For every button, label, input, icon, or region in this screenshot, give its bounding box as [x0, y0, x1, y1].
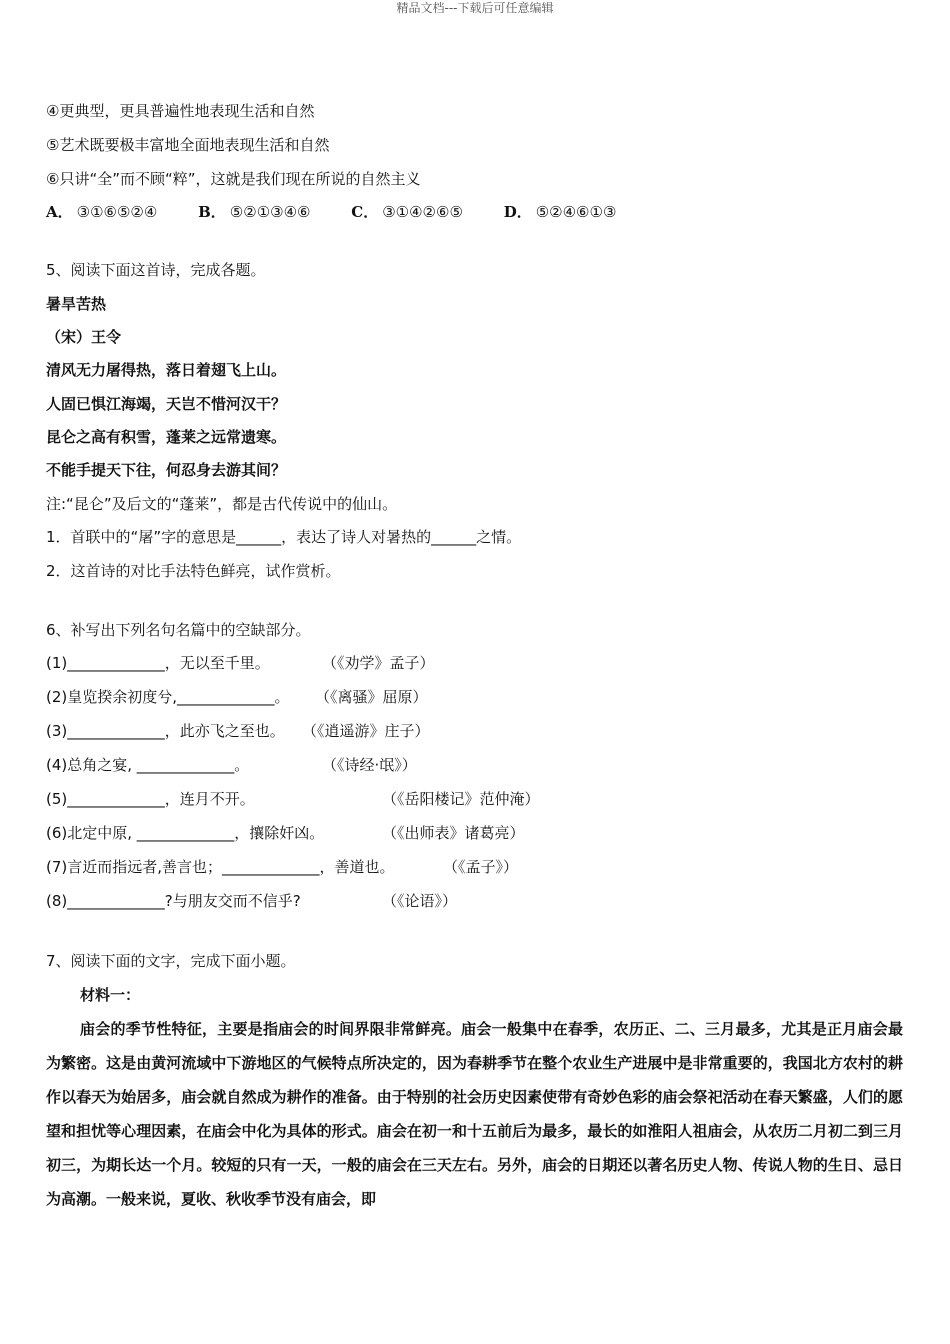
poem-line-1: 清风无力屠得热，落日着翅飞上山。 [46, 361, 287, 379]
q6-item: (3)_____________，此亦飞之至也。 [46, 722, 285, 740]
q6-item: (6)北定中原, _____________，攘除奸凶。 [46, 824, 325, 842]
q5-sub-question-2: 2．这首诗的对比手法特色鲜亮，试作赏析。 [46, 562, 341, 580]
q6-item-source: （《离骚》屈原） [315, 688, 428, 706]
material-label: 材料一： [80, 986, 141, 1004]
q4-item-6: ⑥只讲“全”而不顾“粹”，这就是我们现在所说的自然主义 [46, 170, 421, 188]
poem-line-3: 昆仑之高有积雪，蓬莱之远常遗寒。 [46, 428, 287, 446]
q6-item-source: （《论语》） [382, 892, 458, 910]
q4-option-d: D． ⑤②④⑥①③ [503, 203, 617, 221]
q6-item: (7)言近而指远者,善言也；_____________，善道也。 [46, 858, 395, 876]
q6-item: (2)皇览揆余初度兮,_____________。 [46, 688, 290, 706]
q6-item-source: （《诗经·氓》） [322, 756, 417, 774]
q4-item-4: ④更典型，更具普遍性地表现生活和自然 [46, 102, 315, 120]
q4-option-c: C． ③①④②⑥⑤ [351, 203, 463, 221]
poem-author: （宋）王令 [46, 328, 122, 346]
q6-item-source: （《逍遥游》庄子） [302, 722, 430, 740]
material-paragraph: 庙会的季节性特征，主要是指庙会的时间界限非常鲜亮。庙会一般集中在春季，农历正、二、三月最多，尤其是正月庙会最为繁密。这是由黄河流域中下游地区的气候特点所决定的，因为春耕季节在整个农业生产进展中是非常重要的，我国北方农村的耕作以春天为始居多，庙会就自然成为耕作的准备。由于特别的社会历史因素使带有奇妙色彩的庙会祭祀活动在春天繁盛，人们的愿望和担忧等心理因素，在庙会中化为具体的形式。庙会在初一和十五前后为最多，最长的如淮阳人祖庙会，从农历二月初二到三月初三，为期长达一个月。较短的只有一天，一般的庙会在三天左右。另外，庙会的日期还以著名历史人物、传说人物的生日、忌日为高潮。一般来说，夏收、秋收季节没有庙会，即 [46, 1020, 903, 1208]
q7-prompt: 7、阅读下面的文字，完成下面小题。 [46, 952, 296, 970]
q4-option-a: A． ③①⑥⑤②④ [46, 203, 158, 221]
page-header: 精品文档---下载后可任意编辑 [396, 1, 554, 15]
q6-item-source: （《岳阳楼记》范仲淹） [382, 790, 540, 808]
poem-line-2: 人固已惧江海竭，天岂不惜河汉干？ [46, 395, 287, 413]
poem-title: 暑旱苦热 [46, 295, 107, 313]
q6-item: (8)_____________?与朋友交而不信乎? [46, 892, 301, 910]
q6-item-source: （《劝学》孟子） [322, 654, 435, 672]
q6-item: (1)_____________，无以至千里。 [46, 654, 270, 672]
q6-item-source: （《孟子》） [443, 858, 519, 876]
q5-sub-question-1: 1．首联中的“屠”字的意思是______，表达了诗人对暑热的______之情。 [46, 528, 522, 546]
q6-prompt: 6、补写出下列名句名篇中的空缺部分。 [46, 621, 311, 639]
q4-option-b: B． ⑤②①③④⑥ [198, 203, 311, 221]
q4-item-5: ⑤艺术既要极丰富地全面地表现生活和自然 [46, 136, 330, 154]
q4-options [46, 201, 652, 223]
q6-item-source: （《出师表》诸葛亮） [382, 824, 525, 842]
q5-prompt: 5、阅读下面这首诗，完成各题。 [46, 261, 266, 279]
poem-note: 注:“昆仑”及后文的“蓬莱”，都是古代传说中的仙山。 [46, 495, 398, 513]
q6-item: (5)_____________，连月不开。 [46, 790, 255, 808]
poem-line-4: 不能手提天下往，何忍身去游其间？ [46, 461, 287, 479]
q6-item: (4)总角之宴, _____________。 [46, 756, 250, 774]
